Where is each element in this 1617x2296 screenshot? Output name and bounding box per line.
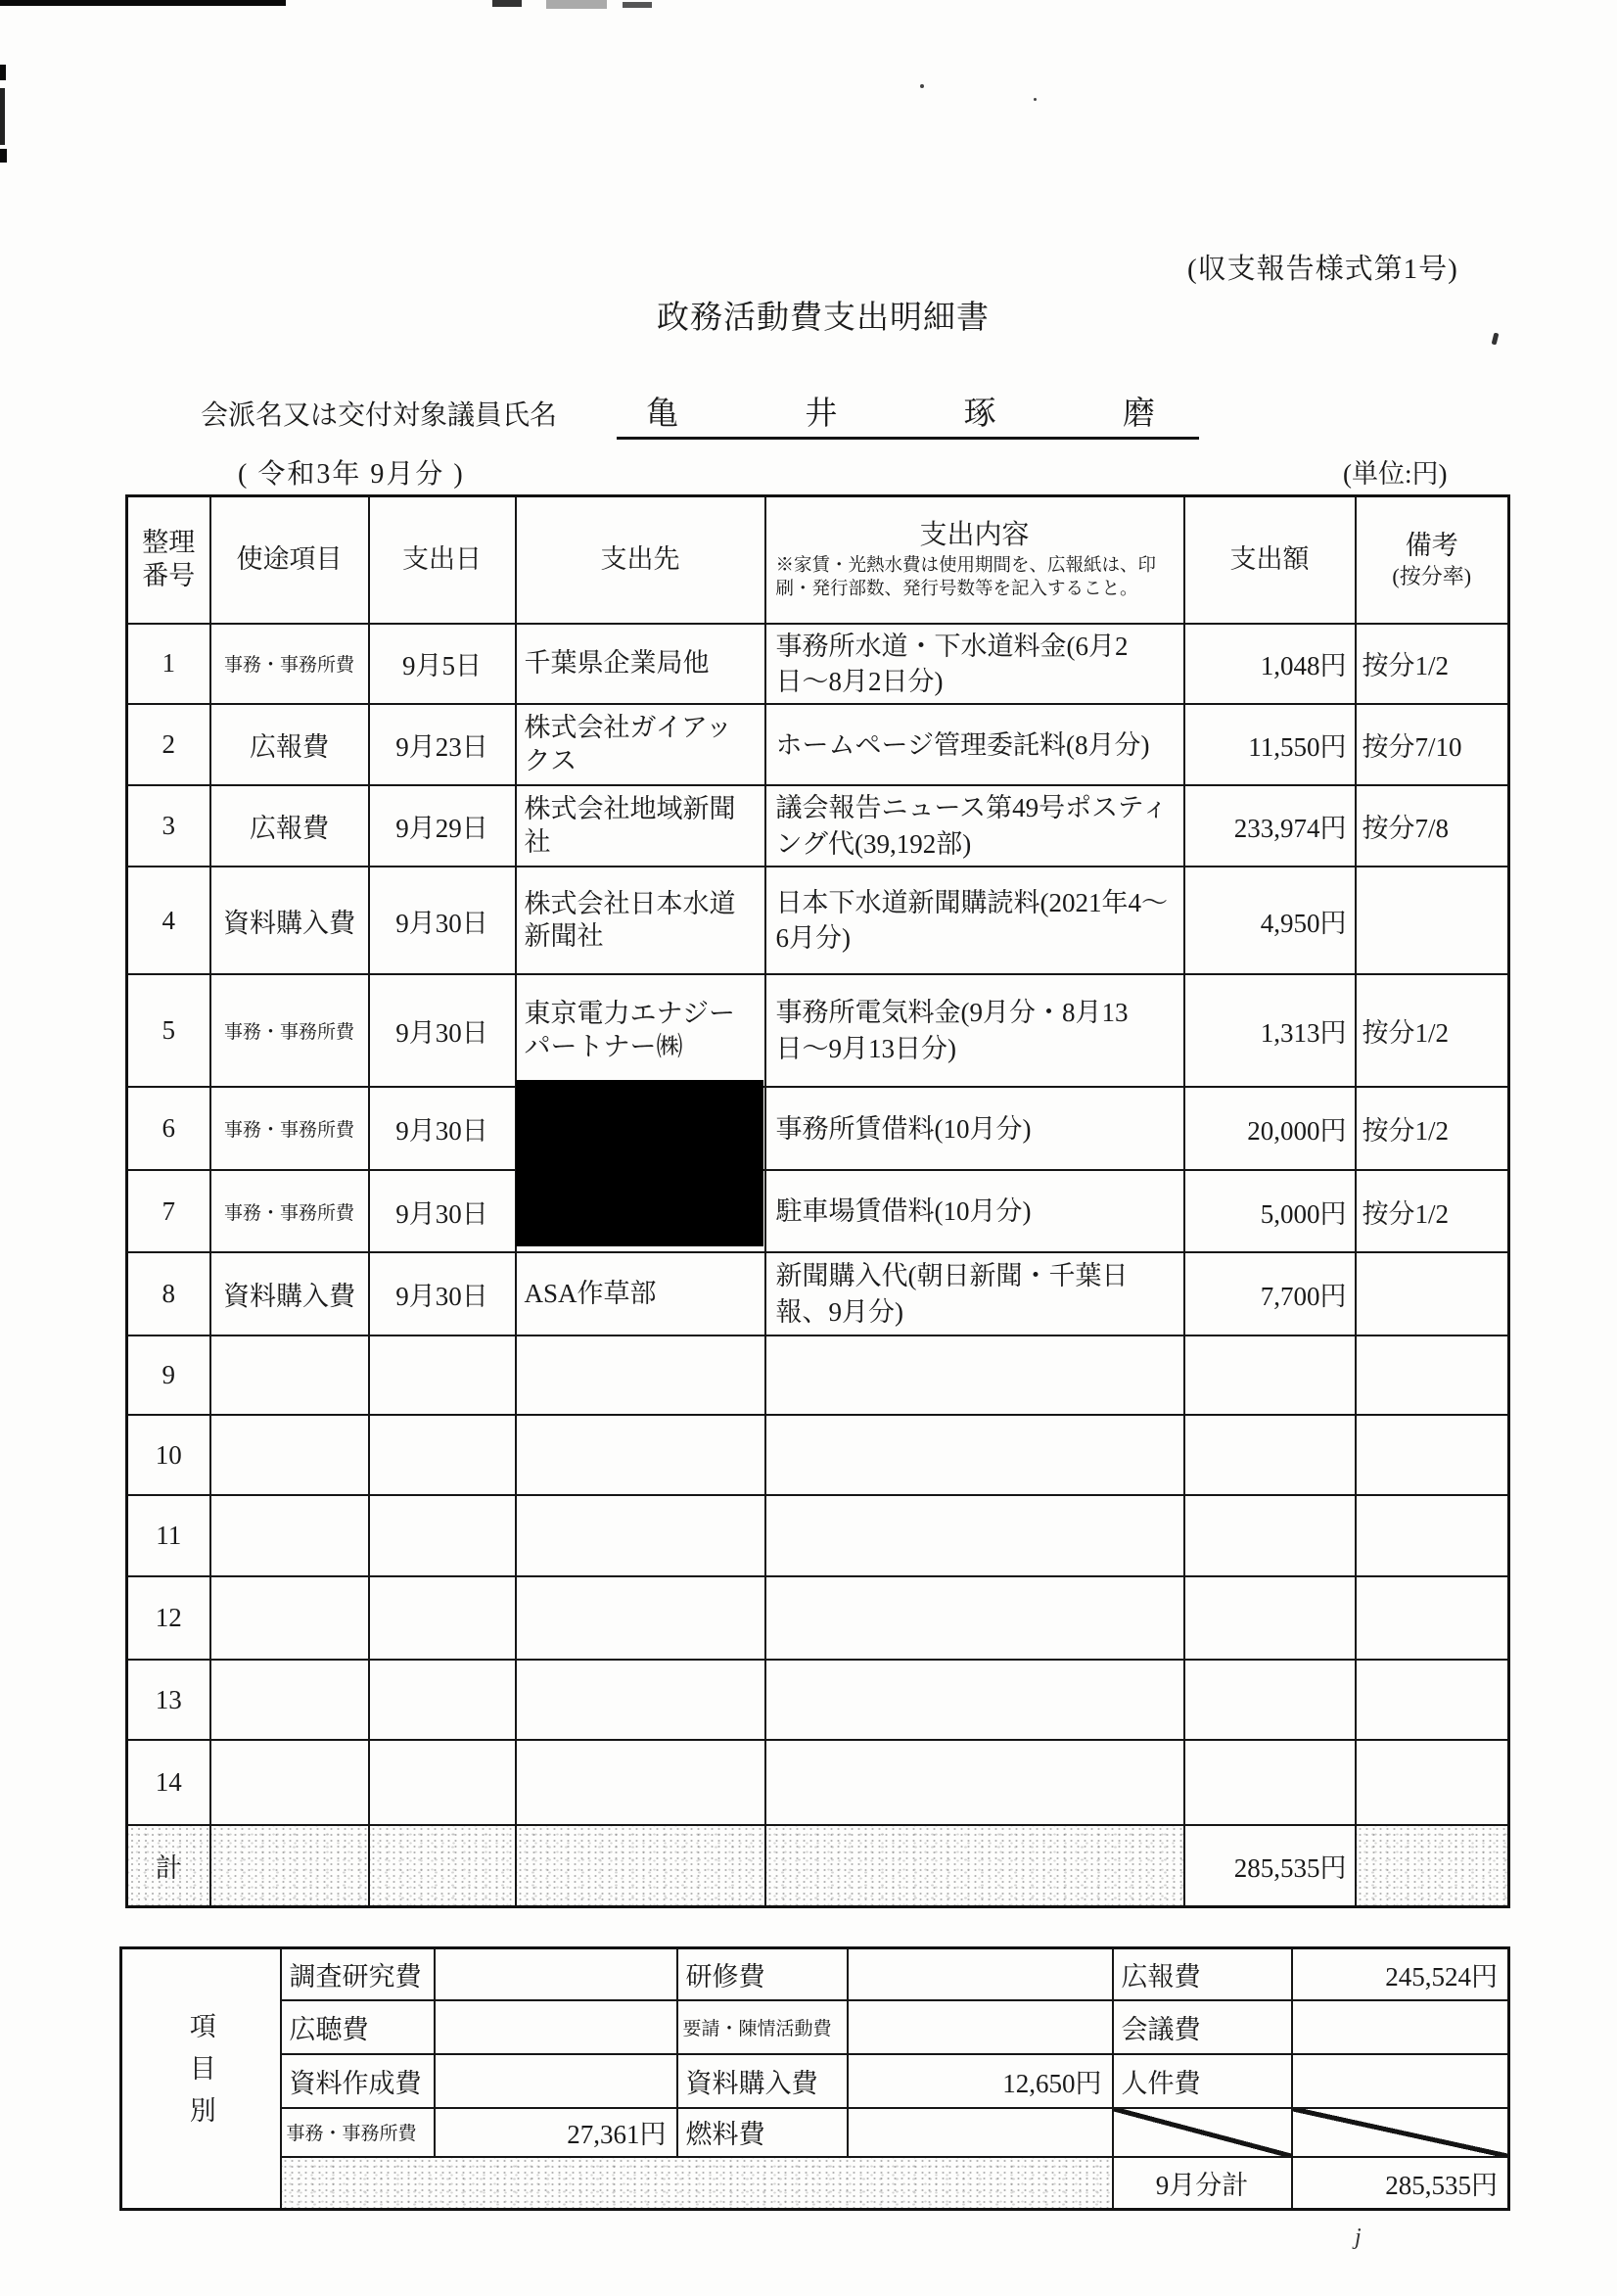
scan-artifact — [920, 84, 924, 88]
row-payee: 株式会社日本水道新聞社 — [516, 867, 765, 974]
row-no: 4 — [127, 867, 210, 974]
total-shaded-cell — [765, 1825, 1184, 1906]
row-no: 1 — [127, 624, 210, 705]
redaction-box — [516, 1080, 763, 1246]
summary-label: 資料購入費 — [677, 2054, 848, 2108]
row-remarks: 按分1/2 — [1356, 624, 1509, 705]
scan-artifact — [0, 65, 6, 80]
member-name-label: 会派名又は交付対象議員氏名 — [201, 400, 558, 431]
row-no: 11 — [127, 1495, 210, 1576]
row-no: 7 — [127, 1170, 210, 1252]
form-number-note: (収支報告様式第1号) — [1187, 254, 1458, 285]
expense-total-row — [127, 1825, 1509, 1906]
row-item: 広報費 — [210, 704, 369, 785]
row-item — [210, 1335, 369, 1415]
row-no: 12 — [127, 1576, 210, 1660]
row-amount: 233,974円 — [1184, 785, 1356, 867]
scan-artifact — [0, 149, 7, 163]
row-payee: 東京電力エナジーパートナー㈱ — [516, 974, 765, 1087]
member-name-char: 亀 — [646, 397, 678, 432]
row-amount: 7,700円 — [1184, 1252, 1356, 1335]
row-content: 新聞購入代(朝日新聞・千葉日報、9月分) — [765, 1252, 1184, 1335]
row-no: 2 — [127, 704, 210, 785]
summary-label: 人件費 — [1113, 2054, 1292, 2108]
monthly-total-value: 285,535円 — [1292, 2157, 1509, 2210]
expense-row — [127, 1660, 1509, 1740]
expense-row — [127, 624, 1509, 705]
row-no: 9 — [127, 1335, 210, 1415]
expense-row — [127, 1576, 1509, 1660]
row-remarks — [1356, 1740, 1509, 1825]
expense-row — [127, 785, 1509, 867]
row-amount — [1184, 1335, 1356, 1415]
header-remarks: 備考 (按分率) — [1356, 496, 1509, 624]
summary-value — [1292, 2000, 1509, 2054]
total-shaded-cell — [369, 1825, 516, 1906]
header-no: 整理 番号 — [127, 496, 210, 624]
header-content: 支出内容 ※家賃・光熱水費は使用期間を、広報紙は、印刷・発行部数、発行号数等を記入すること。 — [765, 496, 1184, 624]
row-date — [369, 1740, 516, 1825]
row-payee — [516, 1576, 765, 1660]
row-item: 広報費 — [210, 785, 369, 867]
header-payee: 支出先 — [516, 496, 765, 624]
summary-row — [121, 2000, 1509, 2054]
row-content — [765, 1660, 1184, 1740]
row-remarks: 按分1/2 — [1356, 1170, 1509, 1252]
row-amount — [1184, 1415, 1356, 1495]
scan-artifact — [0, 88, 5, 145]
row-date — [369, 1415, 516, 1495]
row-item: 事務・事務所費 — [210, 1170, 369, 1252]
row-payee — [516, 1495, 765, 1576]
row-payee — [516, 1335, 765, 1415]
summary-value — [1292, 2054, 1509, 2108]
expense-table — [125, 494, 1510, 1908]
row-content: 駐車場賃借料(10月分) — [765, 1170, 1184, 1252]
row-amount: 1,313円 — [1184, 974, 1356, 1087]
name-underline — [617, 437, 1199, 440]
summary-row — [121, 2054, 1509, 2108]
row-amount — [1184, 1660, 1356, 1740]
row-content: ホームページ管理委託料(8月分) — [765, 704, 1184, 785]
summary-row — [121, 1948, 1509, 2000]
summary-side-label: 項目別 — [121, 1948, 281, 2210]
row-item — [210, 1576, 369, 1660]
row-remarks — [1356, 1660, 1509, 1740]
summary-label: 調査研究費 — [281, 1948, 435, 2000]
scan-artifact — [623, 2, 652, 8]
row-amount — [1184, 1576, 1356, 1660]
row-amount — [1184, 1740, 1356, 1825]
total-shaded-cell — [516, 1825, 765, 1906]
summary-label: 事務・事務所費 — [281, 2108, 435, 2157]
summary-label: 広聴費 — [281, 2000, 435, 2054]
scan-artifact — [546, 0, 607, 9]
row-date: 9月30日 — [369, 867, 516, 974]
row-date: 9月30日 — [369, 1252, 516, 1335]
row-remarks: 按分7/10 — [1356, 704, 1509, 785]
row-date — [369, 1576, 516, 1660]
row-content — [765, 1415, 1184, 1495]
monthly-total-label: 9月分計 — [1113, 2157, 1292, 2210]
row-amount: 5,000円 — [1184, 1170, 1356, 1252]
header-amount: 支出額 — [1184, 496, 1356, 624]
summary-shaded-cell — [281, 2157, 1113, 2210]
row-date — [369, 1660, 516, 1740]
total-shaded-cell — [1356, 1825, 1509, 1906]
not-applicable-cell — [1113, 2108, 1292, 2157]
member-name — [646, 388, 1155, 434]
row-item: 事務・事務所費 — [210, 624, 369, 705]
total-shaded-cell — [210, 1825, 369, 1906]
summary-table — [119, 1946, 1510, 2211]
row-amount: 11,550円 — [1184, 704, 1356, 785]
summary-value — [848, 2108, 1113, 2157]
row-no: 8 — [127, 1252, 210, 1335]
row-remarks — [1356, 1495, 1509, 1576]
expense-row — [127, 1252, 1509, 1335]
scan-artifact — [492, 0, 522, 7]
member-name-char: 井 — [805, 397, 838, 432]
summary-label: 要請・陳情活動費 — [677, 2000, 848, 2054]
row-content: 日本下水道新聞購読料(2021年4〜6月分) — [765, 867, 1184, 974]
not-applicable-cell — [1292, 2108, 1509, 2157]
member-name-char: 磨 — [1122, 397, 1155, 432]
row-no: 10 — [127, 1415, 210, 1495]
row-item — [210, 1495, 369, 1576]
row-payee: ASA作草部 — [516, 1252, 765, 1335]
summary-value — [435, 2054, 677, 2108]
row-amount: 4,950円 — [1184, 867, 1356, 974]
summary-total-row — [121, 2157, 1509, 2210]
row-no: 13 — [127, 1660, 210, 1740]
row-date: 9月30日 — [369, 974, 516, 1087]
summary-value: 245,524円 — [1292, 1948, 1509, 2000]
expense-row — [127, 974, 1509, 1087]
row-item: 事務・事務所費 — [210, 974, 369, 1087]
row-remarks: 按分1/2 — [1356, 974, 1509, 1087]
summary-label: 会議費 — [1113, 2000, 1292, 2054]
row-date: 9月23日 — [369, 704, 516, 785]
report-period: ( 令和3年 9月分 ) — [238, 459, 465, 490]
summary-label: 広報費 — [1113, 1948, 1292, 2000]
row-content — [765, 1335, 1184, 1415]
row-content: 事務所電気料金(9月分・8月13日〜9月13日分) — [765, 974, 1184, 1087]
total-amount: 285,535円 — [1184, 1825, 1356, 1906]
total-label: 計 — [127, 1825, 210, 1906]
summary-value: 12,650円 — [848, 2054, 1113, 2108]
row-content: 事務所水道・下水道料金(6月2日〜8月2日分) — [765, 624, 1184, 705]
summary-value: 27,361円 — [435, 2108, 677, 2157]
scan-artifact — [1034, 98, 1037, 101]
row-payee — [516, 1660, 765, 1740]
expense-row — [127, 1495, 1509, 1576]
row-remarks — [1356, 867, 1509, 974]
summary-row — [121, 2108, 1509, 2157]
row-no: 14 — [127, 1740, 210, 1825]
row-item: 資料購入費 — [210, 867, 369, 974]
row-date — [369, 1335, 516, 1415]
row-item — [210, 1660, 369, 1740]
row-content — [765, 1740, 1184, 1825]
row-content: 議会報告ニュース第49号ポスティング代(39,192部) — [765, 785, 1184, 867]
expense-row — [127, 1170, 1509, 1252]
row-item — [210, 1415, 369, 1495]
scan-artifact — [0, 0, 286, 6]
row-no: 5 — [127, 974, 210, 1087]
row-content — [765, 1576, 1184, 1660]
row-payee: 株式会社ガイアックス — [516, 704, 765, 785]
summary-value — [848, 1948, 1113, 2000]
expense-row — [127, 867, 1509, 974]
row-remarks: 按分1/2 — [1356, 1087, 1509, 1170]
row-no: 6 — [127, 1087, 210, 1170]
expense-row — [127, 1335, 1509, 1415]
expense-row — [127, 704, 1509, 785]
row-item: 資料購入費 — [210, 1252, 369, 1335]
row-amount — [1184, 1495, 1356, 1576]
header-item: 使途項目 — [210, 496, 369, 624]
row-date: 9月5日 — [369, 624, 516, 705]
expense-row — [127, 1087, 1509, 1170]
expense-row — [127, 1740, 1509, 1825]
row-remarks: 按分7/8 — [1356, 785, 1509, 867]
row-content — [765, 1495, 1184, 1576]
member-name-char: 琢 — [963, 397, 996, 432]
row-payee: 株式会社地域新聞社 — [516, 785, 765, 867]
summary-label: 資料作成費 — [281, 2054, 435, 2108]
scan-artifact — [1492, 333, 1500, 346]
summary-value — [848, 2000, 1113, 2054]
row-remarks — [1356, 1415, 1509, 1495]
header-date: 支出日 — [369, 496, 516, 624]
row-amount: 20,000円 — [1184, 1087, 1356, 1170]
summary-label: 研修費 — [677, 1948, 848, 2000]
summary-value — [435, 2000, 677, 2054]
page-title: 政務活動費支出明細書 — [657, 301, 990, 336]
row-item: 事務・事務所費 — [210, 1087, 369, 1170]
summary-value — [435, 1948, 677, 2000]
scan-artifact: j — [1355, 2225, 1362, 2250]
row-date — [369, 1495, 516, 1576]
row-remarks — [1356, 1576, 1509, 1660]
row-no: 3 — [127, 785, 210, 867]
summary-label: 燃料費 — [677, 2108, 848, 2157]
unit-note: (単位:円) — [1343, 459, 1448, 489]
row-item — [210, 1740, 369, 1825]
row-date: 9月30日 — [369, 1170, 516, 1252]
row-date: 9月30日 — [369, 1087, 516, 1170]
row-date: 9月29日 — [369, 785, 516, 867]
expense-table-header-row — [127, 496, 1509, 624]
row-content: 事務所賃借料(10月分) — [765, 1087, 1184, 1170]
expense-row — [127, 1415, 1509, 1495]
row-payee: 千葉県企業局他 — [516, 624, 765, 705]
row-amount: 1,048円 — [1184, 624, 1356, 705]
row-remarks — [1356, 1335, 1509, 1415]
row-payee — [516, 1415, 765, 1495]
row-remarks — [1356, 1252, 1509, 1335]
row-payee — [516, 1740, 765, 1825]
